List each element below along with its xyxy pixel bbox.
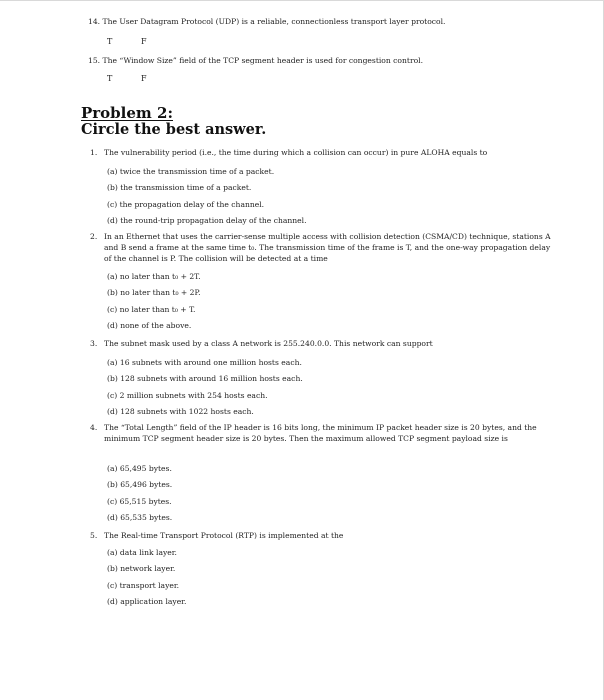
question-number: 1. (90, 148, 98, 157)
option-b[interactable]: (b) 128 subnets with around 16 million hosts each. (107, 374, 303, 384)
question-1 (90, 147, 552, 158)
option-a[interactable]: (a) 16 subnets with around one million hosts each. (107, 358, 302, 367)
question-4-options (107, 461, 172, 527)
question-text: The subnet mask used by a class A network is 255.240.0.0. This network can support (104, 339, 433, 348)
option-a[interactable]: (a) no later than t₀ + 2T. (107, 272, 201, 281)
tf-answer-row-15 (107, 74, 175, 83)
true-option[interactable]: T (107, 37, 113, 46)
question-2-options (107, 269, 201, 335)
option-d[interactable]: (d) none of the above. (107, 321, 192, 331)
option-c[interactable]: (c) 65,515 bytes. (107, 496, 172, 506)
question-number: 5. (90, 531, 98, 540)
problem-instructions: Circle the best answer. (81, 121, 267, 138)
question-text: The Real-time Transport Protocol (RTP) is implemented at the (104, 531, 344, 540)
question-text: The vulnerability period (i.e., the time during which a collision can occur) in pure ALOHA equals to (104, 148, 488, 157)
question-number: 3. (90, 339, 98, 348)
option-c[interactable]: (c) the propagation delay of the channel. (107, 199, 265, 209)
false-option[interactable]: F (141, 37, 147, 46)
question-2 (90, 231, 552, 265)
question-3 (90, 338, 552, 349)
tf-question-text: The “Window Size” field of the TCP segment header is used for congestion control. (102, 56, 423, 65)
option-c[interactable]: (c) no later than t₀ + T. (107, 304, 196, 314)
question-number: 2. (90, 232, 98, 241)
option-b[interactable]: (b) network layer. (107, 564, 176, 574)
tf-question-15 (88, 56, 423, 65)
question-4 (90, 422, 552, 444)
tf-question-number: 14. (88, 17, 101, 26)
option-a[interactable]: (a) twice the transmission time of a packet. (107, 167, 275, 176)
option-d[interactable]: (d) the round-trip propagation delay of the channel. (107, 216, 307, 226)
option-d[interactable]: (d) 65,535 bytes. (107, 513, 173, 523)
option-c[interactable]: (c) 2 million subnets with 254 hosts each. (107, 390, 268, 400)
question-1-options (107, 164, 307, 230)
option-b[interactable]: (b) the transmission time of a packet. (107, 183, 252, 193)
tf-question-number: 15. (88, 56, 101, 65)
question-text: The “Total Length” field of the IP header is 16 bits long, the minimum IP packet header size is 20 bytes, and the minimum TCP segment header size is 20 bytes. Then the maximum allowed TCP segment payload size is (104, 423, 537, 444)
option-a[interactable]: (a) data link layer. (107, 548, 177, 557)
page-top-edge (0, 0, 604, 1)
option-b[interactable]: (b) 65,496 bytes. (107, 480, 173, 490)
question-5-options (107, 545, 186, 611)
question-3-options (107, 355, 303, 421)
problem-title: Problem 2: (81, 104, 173, 122)
option-d[interactable]: (d) application layer. (107, 597, 187, 607)
option-c[interactable]: (c) transport layer. (107, 580, 180, 590)
tf-question-text: The User Datagram Protocol (UDP) is a reliable, connectionless transport layer protocol. (102, 17, 446, 26)
option-d[interactable]: (d) 128 subnets with 1022 hosts each. (107, 407, 254, 417)
option-a[interactable]: (a) 65,495 bytes. (107, 464, 172, 473)
question-5 (90, 530, 552, 541)
tf-question-14 (88, 17, 445, 26)
false-option[interactable]: F (141, 74, 147, 83)
question-text: In an Ethernet that uses the carrier-sense multiple access with collision detection (CSMA/CD) technique, stations A and B send a frame at the same time t₀. The transmission time of the frame is T, and the one-way propagation delay of the channel is P. The collision will be detected at a time (104, 232, 551, 264)
question-number: 4. (90, 423, 98, 432)
true-option[interactable]: T (107, 74, 113, 83)
option-b[interactable]: (b) no later than t₀ + 2P. (107, 288, 201, 298)
tf-answer-row-14 (107, 37, 175, 46)
